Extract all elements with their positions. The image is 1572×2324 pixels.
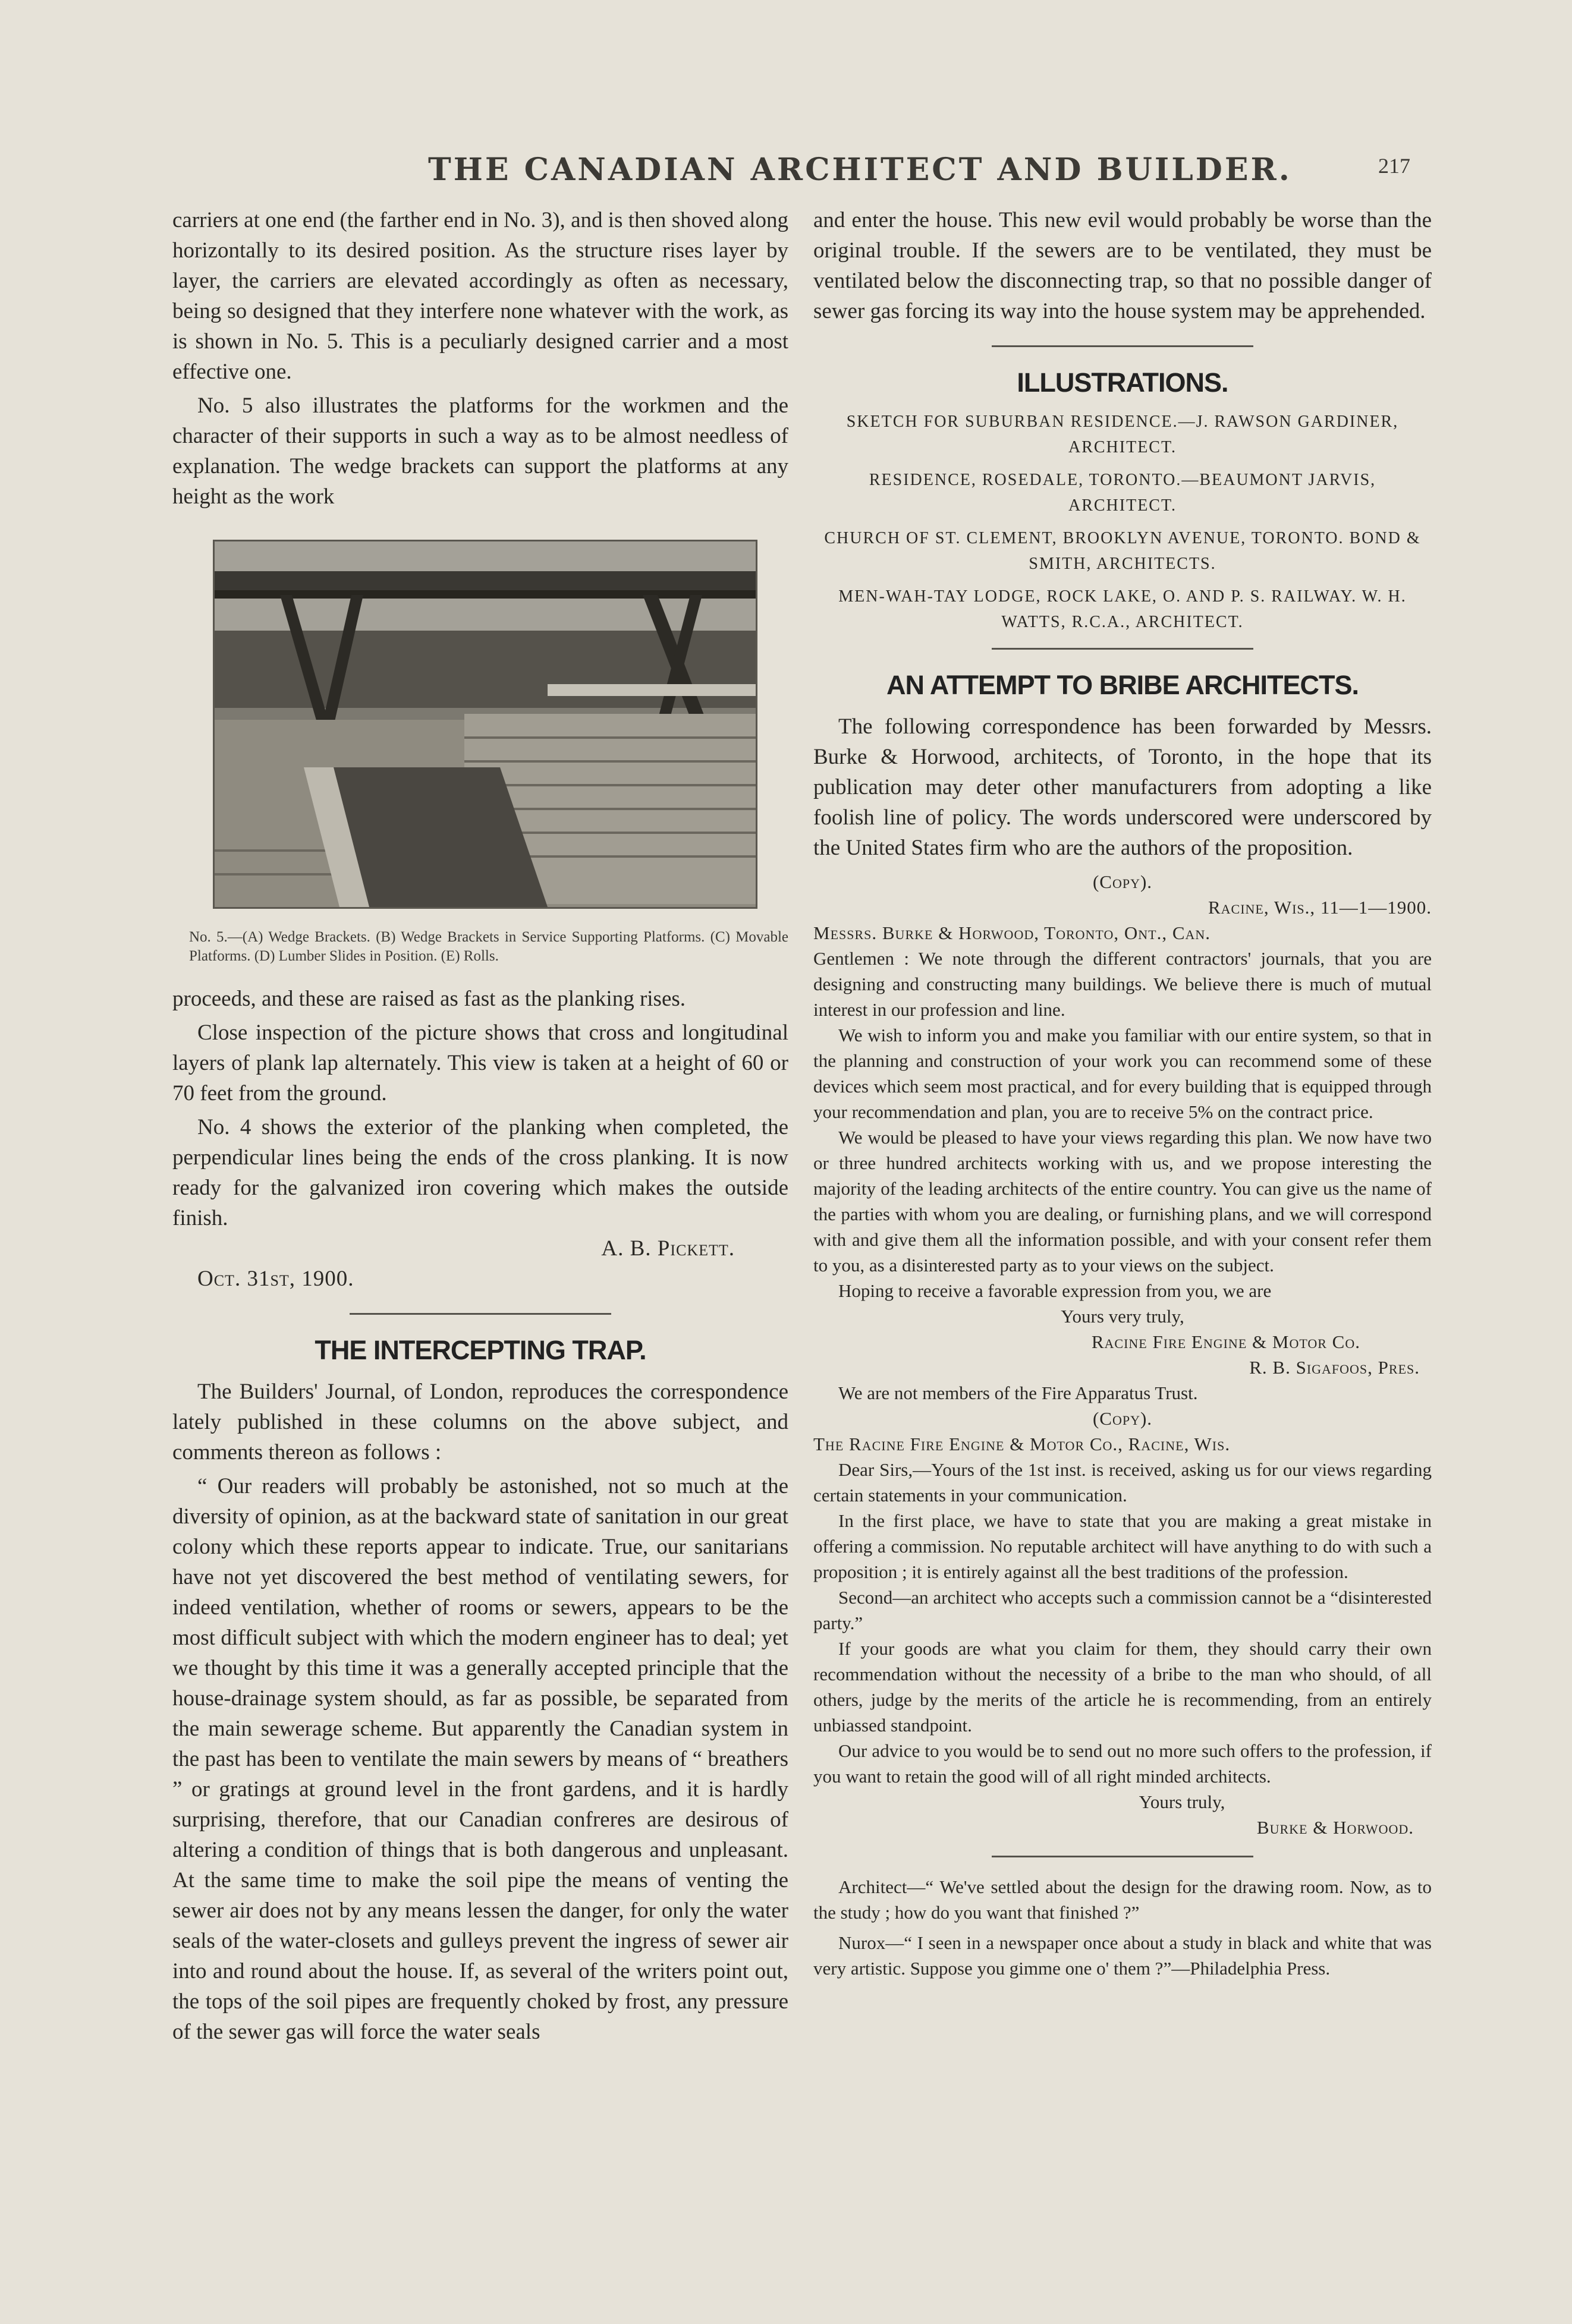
left-paragraph-5: No. 4 shows the exterior of the planking when completed, the perpendicular lines being the ends of the cross planking. It is now ready for the galvanized iron covering which makes the outside finish.: [172, 1115, 788, 1230]
left-paragraph-4: Close inspection of the picture shows that cross and longitudinal layers of plank lap alternately. This view is taken at a height of 60 or 70 feet from the ground.: [172, 1021, 788, 1106]
illustration-item: CHURCH OF ST. CLEMENT, BROOKLYN AVENUE, TORONTO. BOND & SMITH, ARCHITECTS.: [824, 529, 1421, 573]
letter-paragraph: Gentlemen : We note through the different contractors' journals, that you are designing and constructing many buildings. We believe there is much of mutual interest in our profession and line.: [813, 948, 1432, 1020]
article-signature: A. B. Pickett.: [601, 1236, 735, 1261]
left-paragraph-3: proceeds, and these are raised as fast as the planking rises.: [172, 987, 686, 1011]
illustration-item: RESIDENCE, ROSEDALE, TORONTO.—BEAUMONT JARVIS, ARCHITECT.: [869, 471, 1376, 515]
scaffold-photo-illustration: [215, 541, 756, 907]
section-divider: [992, 345, 1253, 347]
section-divider: [992, 1856, 1253, 1857]
letter-place-date: Racine, Wis., 11—1—1900.: [1208, 897, 1432, 918]
illustration-item: SKETCH FOR SUBURBAN RESIDENCE.—J. RAWSON GARDINER, ARCHITECT.: [846, 412, 1399, 456]
left-paragraph-1: carriers at one end (the farther end in No. 3), and is then shoved along horizontally to its desired position. As the structure rises layer by layer, the carriers are elevated accordingly as often as necessary, being so designed that they interfere none whatever with the work, as is shown in No. 5. This is a peculiarly designed carrier and a most effective one.: [172, 208, 788, 384]
bribe-paragraph-1: The following correspondence has been forwarded by Messrs. Burke & Horwood, architects, of Toronto, in the hope that its publication may deter other manufacturers from adopting a like foolish line of policy. The words underscored were underscored by the United States firm who are the authors of the proposition.: [813, 714, 1432, 860]
photo-caption: No. 5.—(A) Wedge Brackets. (B) Wedge Brackets in Service Supporting Platforms. (C) Movable Platforms. (D) Lumber Slides in Position. (E) Rolls.: [189, 929, 788, 964]
letter-firm: Racine Fire Engine & Motor Co.: [1091, 1331, 1360, 1352]
construction-photo: [213, 540, 757, 909]
letter-close: Yours truly,: [1139, 1791, 1225, 1812]
letter-address: Messrs. Burke & Horwood, Toronto, Ont., Can.: [813, 922, 1211, 943]
letter-address: The Racine Fire Engine & Motor Co., Racine, Wis.: [813, 1434, 1231, 1454]
right-column: [813, 205, 1432, 1981]
letter-paragraph: We would be pleased to have your views regarding this plan. We now have two or three hundred architects working with us, and we propose interesting the majority of the leading architects of the entire country. You can give us the name of the parties with whom you are dealing, or furnishing plans, and we will correspond with and give them all the information possible, and with your consent refer them to you, as a disinterested party as to your views on the subject.: [813, 1127, 1432, 1276]
letter-paragraph: We wish to inform you and make you familiar with our entire system, so that in the planning and construction of your work you can recommend some of these devices which seem most practical, and for every building that is equipped through your recommendation and plan, you are to receive 5% on the contract price.: [813, 1025, 1432, 1122]
intercepting-trap-heading: THE INTERCEPTING TRAP.: [315, 1335, 646, 1365]
running-head: THE CANADIAN ARCHITECT AND BUILDER.: [428, 152, 1292, 188]
letter-paragraph: Hoping to receive a favorable expression from you, we are: [838, 1280, 1272, 1301]
letter-paragraph: Our advice to you would be to send out no more such offers to the profession, if you want to retain the good will of all right minded architects.: [813, 1740, 1432, 1787]
copy-label: (Copy).: [1092, 1408, 1153, 1429]
letter-close: Yours very truly,: [1061, 1306, 1184, 1327]
letter-paragraph: In the first place, we have to state that you are making a great mistake in offering a commission. No reputable architect will have anything to do with such a proposition ; it is entirely against all the best traditions of the profession.: [813, 1510, 1432, 1582]
letter-note: We are not members of the Fire Apparatus Trust.: [838, 1383, 1198, 1403]
letter-signature: Burke & Horwood.: [1256, 1817, 1414, 1838]
joke-paragraph: Nurox—“ I seen in a newspaper once about a study in black and white that was very artistic. Suppose you gimme one o' them ?”—Philadelphia Press.: [813, 1932, 1432, 1979]
left-column: [172, 205, 788, 2047]
letter-paragraph: If your goods are what you claim for them, they should carry their own recommendation without the necessity of a bribe to the man who should, of all others, judge by the merits of the article he is recommending, from an entirely unbiassed standpoint.: [813, 1638, 1432, 1736]
page-number: 217: [1378, 154, 1410, 178]
trap-paragraph-1: The Builders' Journal, of London, reproduces the correspondence lately published in these columns on the above subject, and comments thereon as follows :: [172, 1380, 788, 1465]
copy-label: (Copy).: [1092, 871, 1153, 892]
illustrations-heading: ILLUSTRATIONS.: [1017, 367, 1228, 398]
left-paragraph-2: No. 5 also illustrates the platforms for the workmen and the character of their supports in such a way as to be almost needless of explanation. The wedge brackets can support the platforms at any height as the work: [172, 393, 788, 509]
illustration-item: MEN-WAH-TAY LODGE, ROCK LAKE, O. AND P. S. RAILWAY. W. H. WATTS, R.C.A., ARCHITECT.: [838, 587, 1407, 631]
trap-paragraph-2: “ Our readers will probably be astonished, not so much at the diversity of opinion, as at the backward state of sanitation in our great colony which these reports appear to indicate. True, our sanitarians have not yet discovered the best method of ventilating sewers, for indeed ventilation, whether of rooms or sewers, appears to be the most difficult subject with which the modern engineer has to deal; yet we thought by this time it was a generally accepted principle that the house-drainage system should, as far as possible, be separated from the main sewerage scheme. But apparently the Canadian system in the past has been to ventilate the main sewers by means of “ breathers ” or gratings at ground level in the front gardens, and it is hardly surprising, therefore, that our Canadian confreres are desirous of altering a condition of things that is both dangerous and unpleasant. At the same time to make the soil pipe the means of venting the sewer air does not by any means lessen the danger, for only the water seals of the water-closets and gulleys prevent the ingress of sewer air into and round about the house. If, as several of the writers point out, the tops of the soil pipes are frequently choked by frost, any pressure of the sewer gas will force the water seals: [172, 1474, 788, 2044]
joke-paragraph: Architect—“ We've settled about the design for the drawing room. Now, as to the study ; how do you want that finished ?”: [813, 1876, 1432, 1923]
letter-signature: R. B. Sigafoos, Pres.: [1249, 1357, 1420, 1378]
bribe-heading: AN ATTEMPT TO BRIBE ARCHITECTS.: [886, 670, 1359, 700]
section-divider: [350, 1313, 611, 1315]
letter-paragraph: Second—an architect who accepts such a commission cannot be a “disinterested party.”: [813, 1587, 1432, 1633]
right-paragraph-1: and enter the house. This new evil would probably be worse than the original trouble. If the sewers are to be ventilated, they must be ventilated below the disconnecting trap, so that no possible danger of sewer gas forcing its way into the house system may be apprehended.: [813, 208, 1432, 323]
section-divider: [992, 648, 1253, 650]
letter-paragraph: Dear Sirs,—Yours of the 1st inst. is received, asking us for our views regarding certain statements in your communication.: [813, 1459, 1432, 1506]
article-date: Oct. 31st, 1900.: [197, 1267, 354, 1291]
